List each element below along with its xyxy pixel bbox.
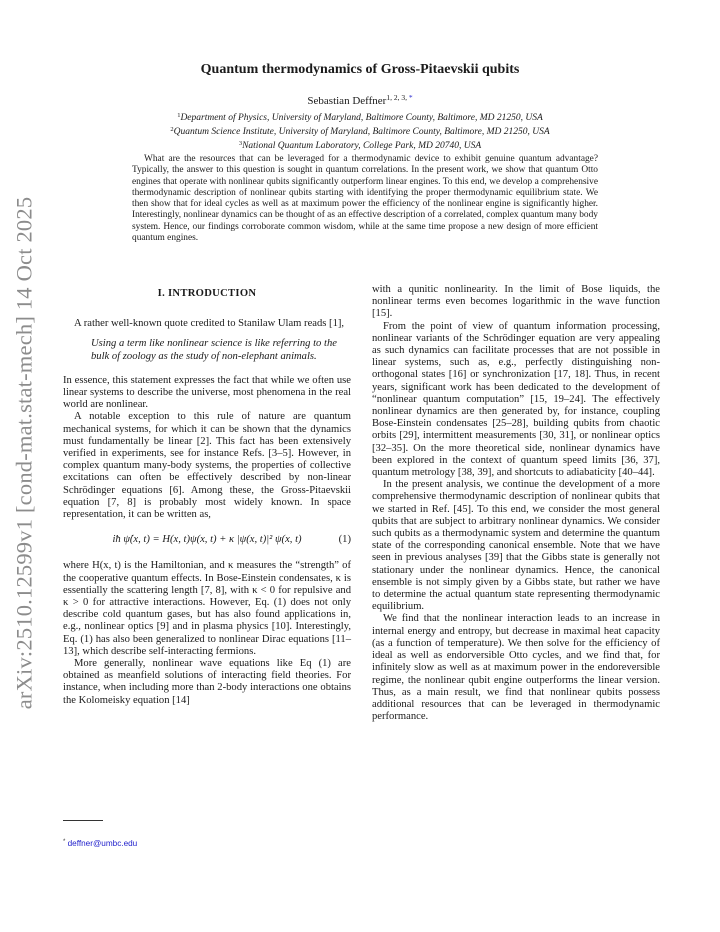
arxiv-identifier-stamp xyxy=(8,196,40,709)
intro-paragraph-4: where H(x, t) is the Hamiltonian, and κ measures the “strength” of the cooperative quantum effects. In Bose-Einstein condensates, κ is essentially the scattering length [7, 8], with κ < 0 for repulsive and κ > 0 for attractive interactions. However, Eq. (1) does not only describe cold quantum gases, but has also found applications in, e.g., nonlinear optics [9] and in plasma physics [10]. Interestingly, Eq. (1) has also been generalized to nonlinear Dirac equations [11–13], which describe self-interacting fermions. xyxy=(63,560,351,657)
abstract xyxy=(132,154,598,244)
intro-paragraph-6: with a qunitic nonlinearity. In the limit of Bose liquids, the nonlinear terms even becomes logarithmic in the wave function [15]. xyxy=(372,284,660,320)
affiliation-2: $^2$Quantum Science Institute, University of Maryland, Baltimore County, Baltimore, MD 21250, USA xyxy=(170,126,550,137)
equation-body: iħ ψ̇(x, t) = H(x, t)ψ(x, t) + κ |ψ(x, t)|² ψ(x, t) xyxy=(112,534,302,546)
intro-paragraph-1: A rather well-known quote credited to Stanilaw Ulam reads [1], xyxy=(74,318,345,330)
left-column xyxy=(63,284,351,707)
footnote xyxy=(63,839,137,848)
affiliations xyxy=(0,110,720,152)
abstract-text: What are the resources that can be leveraged for a thermodynamic device to exhibit genuine quantum advantage? Typically, the answer to this question is sought in quantum correlations. In the present work, we show that quantum Otto engines that operate with nonlinear qubits significantly outperform linear engines. To this end, we develop a comprehensive thermodynamic description of nonlinear qubits starting with identifying the proper thermodynamic equilibrium state. We then show that for ideal cycles as well as at maximum power the efficiency of the nonlinear engine is significantly higher. Interestingly, nonlinear dynamics can be thought of as an effective description of a correlated, complex quantum many body system. Hence, our findings corroborate common wisdom, while at the same time propose a new design of more efficient quantum engines. xyxy=(132,154,598,244)
affiliation-1: $^1$Department of Physics, University of Maryland, Baltimore County, Baltimore, MD 21250, USA xyxy=(177,112,543,123)
ulam-quote: Using a term like nonlinear science is like referring to the bulk of zoology as the study of non-elephant animals. xyxy=(91,338,337,362)
affiliation-3: $^3$National Quantum Laboratory, College Park, MD 20740, USA xyxy=(238,140,482,151)
intro-paragraph-9: We find that the nonlinear interaction leads to an increase in internal energy and entropy, but decrease in maximal heat capacity (as a function of temperature). We then solve for the efficiency of ideal as well as endorversible Otto cycles, and we find that, for infinitely slow as well as at maximum power in the endoreversible regime, the nonlinear qubit engine outperforms the linear version. Thus, as a main result, we find that nonlinear qubits possess additional resources that can be leveraged in thermodynamic performance. xyxy=(372,613,660,723)
footnote-rule xyxy=(63,820,103,821)
corresponding-author-link[interactable]: * xyxy=(408,93,413,102)
right-column xyxy=(372,284,660,723)
author-affiliation-marks: 1, 2, 3, * xyxy=(386,93,413,102)
gross-pitaevskii-equation xyxy=(63,534,351,546)
intro-paragraph-8: In the present analysis, we continue the development of a more comprehensive thermodynamic description of nonlinear qubits that we started in Ref. [45]. To this end, we consider the most general qubits that are subject to arbitrary nonlinear dynamics. We consider such qubits as a thermodynamic system and determine the quantum state of the corresponding canonical ensemble. Note that we have seen in previous analyses [39] that the Gibbs state is generally not stationary under the nonlinear dynamics. Hence, the canonical ensemble is not simply given by a Gibbs state, but rather we have to determine the actual quantum state representing thermodynamic equilibrium. xyxy=(372,479,660,613)
arxiv-identifier-text: arXiv:2510.12599v1 [cond-mat.stat-mech] 14 Oct 2025 xyxy=(11,196,36,709)
intro-paragraph-3: A notable exception to this rule of nature are quantum mechanical systems, for which it can be shown that the dynamics must fundamentally be linear [2]. This fact has been extensively verified in experiments, see for instance Refs. [3–5]. However, in complex quantum many-body systems, the properties of collective excitations can often be effectively described by non-linear Schrödinger equations [6]. Among these, the Gross-Pitaevskii equation [7, 8] is probably most widely known. In space representation, it can be written as, xyxy=(63,411,351,521)
footnote-mark: * xyxy=(63,839,66,845)
intro-paragraph-2: In essence, this statement expresses the fact that while we often use linear systems to describe the universe, most phenomena in the real world are nonlinear. xyxy=(63,374,351,411)
intro-paragraph-5: More generally, nonlinear wave equations like Eq (1) are obtained as meanfield solutions of interacting field theories. For instance, when including more than 2-body interactions one obtains the Kolomeisky equation [14] xyxy=(63,658,351,706)
equation-number: (1) xyxy=(338,534,351,546)
author-email-link[interactable]: deffner@umbc.edu xyxy=(67,839,138,848)
intro-paragraph-7: From the point of view of quantum information processing, nonlinear variants of the Schrödinger equation are very appealing as such dynamics can facilitate processes that are not possible in linear systems, such as, e.g., perfectly distinguishing non-orthogonal states [16] or synchronization [17, 18]. Thus, in recent years, significant work has been dedicated to the development of “nonlinear quantum computation” [15, 19–24]. The effectively nonlinear dynamics are then generated by, for instance, coupling Bose-Einstein condensates [25–28], building qubits from chaotic orbits [29], intermittent measurements [30, 31], or nonlinear optics [32–35]. On the more theoretical side, nonlinear dynamics have been explored in the context of quantum speed limits [36, 37], quantum metrology [38, 39], and shortcuts to adiabaticity [40–44]. xyxy=(372,320,660,479)
section-heading: I. INTRODUCTION xyxy=(157,288,257,299)
paper-title: Quantum thermodynamics of Gross-Pitaevskii qubits xyxy=(200,62,520,77)
author-name: Sebastian Deffner xyxy=(307,95,387,107)
author-line xyxy=(0,93,720,107)
